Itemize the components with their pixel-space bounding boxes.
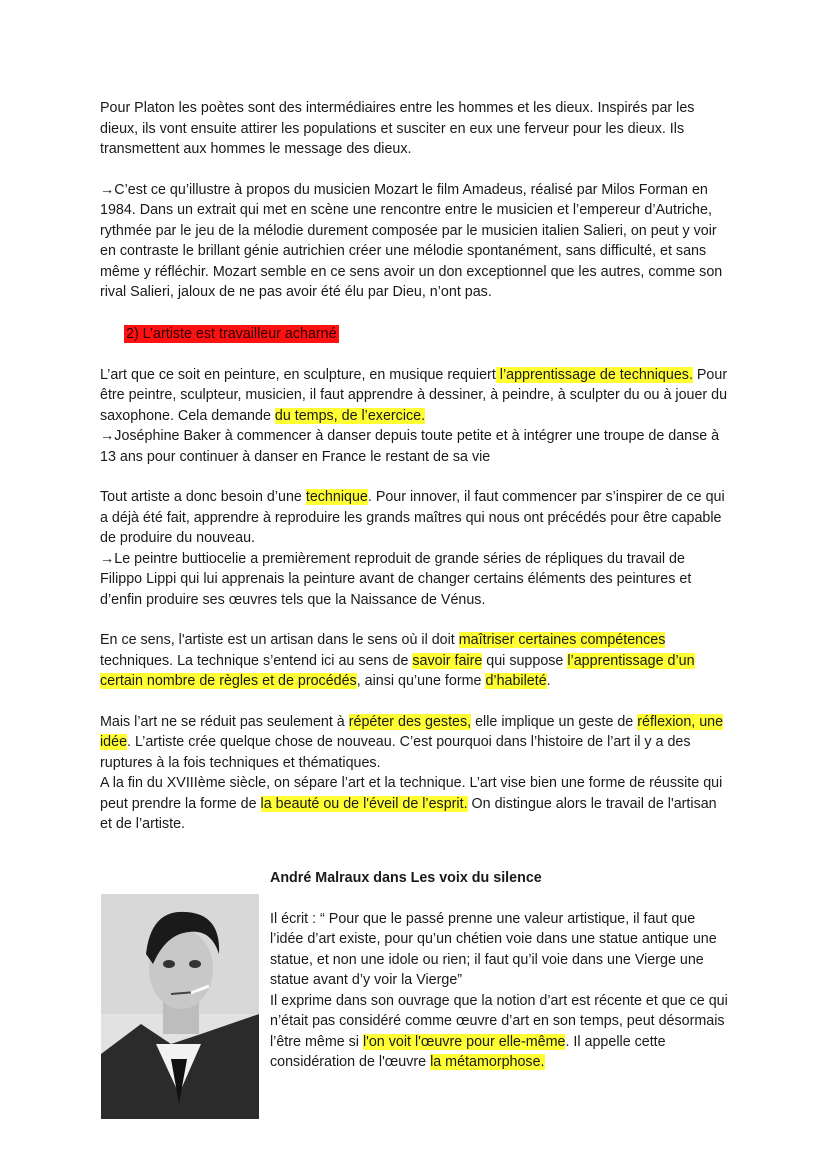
highlight: l’apprentissage de techniques. xyxy=(495,366,693,383)
document-body xyxy=(100,98,730,835)
highlight: savoir faire xyxy=(412,652,483,669)
paragraph-botticelli: →Le peintre buttiocelie a premièrement reproduit de grande séries de répliques du travail de Filippo Lippi qui lui apprenais la peinture avant de changer certains éléments des peintures et d’enfin produire ses œuvres tels que la Naissance de Vénus. xyxy=(100,550,692,608)
highlight: réflexion, une idée xyxy=(100,713,724,750)
paragraph-platon: Pour Platon les poètes sont des intermédiaires entre les hommes et les dieux. Inspirés par les dieux, ils vont ensuite attirer les populations et susciter en eux une ferveur pour les dieux. Ils transmettent aux hommes le message des dieux. xyxy=(100,100,695,157)
paragraph-technique: Tout artiste a donc besoin d’une technique. Pour innover, il faut commencer par s’inspirer de ce qui a déjà été fait, apprendre à reproduire les grands maîtres qui nous ont précédés pour être capable de produire du nouveau. xyxy=(100,489,725,546)
highlight: technique xyxy=(305,489,368,505)
paragraph-reflexion: Mais l’art ne se réduit pas seulement à répéter des gestes, elle implique un geste de réflexion, une idée. L’artiste crée quelque chose de nouveau. C’est pourquoi dans l’histoire de l’art il y a des ruptures à la fois techniques et thématiques. xyxy=(100,713,724,771)
highlight: l’apprentissage d’un certain nombre de règles et de procédés xyxy=(100,652,695,689)
highlight: répéter des gestes, xyxy=(348,713,472,730)
paragraph-art-techniques: L’art que ce soit en peinture, en sculpture, en musique requiert l’apprentissage de techniques. Pour être peintre, sculpteur, musicien, il faut apprendre à dessiner, à peindre, à sculpter du ou à jouer du saxophone. Cela demande du temps, de l’exercice. xyxy=(100,366,728,424)
malraux-quote: Il écrit : “ Pour que le passé prenne une valeur artistique, il faut que l’idée d’art existe, pour qu’un chétien voie dans une statue antique une statue, et non une idole ou rien; il faut qu’il voie dans une Vierge une statue avant d’y voir la Vierge” xyxy=(270,910,717,988)
malraux-title: André Malraux dans Les voix du silence xyxy=(270,870,542,886)
highlight: d’habileté xyxy=(485,673,547,689)
paragraph-xviii: A la fin du XVIIIème siècle, on sépare l’art et la technique. L’art vise bien une forme de réussite qui peut prendre la forme de la beauté ou de l'éveil de l’esprit. On distingue alors le travail de l'artisan et de l’artiste. xyxy=(100,775,723,832)
section-heading: 2) L’artiste est travailleur acharné xyxy=(126,325,337,342)
malraux-portrait-photo xyxy=(101,894,259,1119)
highlight: la métamorphose. xyxy=(430,1054,545,1070)
paragraph-mozart: →C’est ce qu’illustre à propos du musicien Mozart le film Amadeus, réalisé par Milos Forman en 1984. Dans un extrait qui met en scène une rencontre entre le musicien et l’empereur d’Autriche, rythmée par le jeu de la mélodie durement composée par le musicien italien Salieri, on peut y voir en contraste le brillant génie autrichien créer une mélodie spontanément, sans difficulté, et sans même y réfléchir. Mozart semble en ce sens avoir un don exceptionnel que les autres, comme son rival Salieri, jaloux de ne pas avoir été élu par Dieu, n’ont pas. xyxy=(100,181,723,300)
highlight: l'on voit l'œuvre pour elle-même xyxy=(362,1033,566,1050)
malraux-explanation: Il exprime dans son ouvrage que la notion d’art est récente et que ce qui n’était pas considéré comme œuvre d’art en son temps, peut désormais l’être même si l'on voit l'œuvre pour elle-même. Il appelle cette considération de l'œuvre la métamorphose. xyxy=(270,992,728,1070)
highlight: la beauté ou de l'éveil de l’esprit. xyxy=(260,795,468,812)
malraux-text-column xyxy=(270,868,732,1073)
paragraph-baker: →Joséphine Baker à commencer à danser depuis toute petite et à intégrer une troupe de danse à 13 ans pour continuer à danser en France le restant de sa vie xyxy=(100,428,720,465)
highlight: du temps, de l’exercice. xyxy=(274,407,426,424)
highlight: maîtriser certaines compétences xyxy=(458,632,666,648)
paragraph-artisan: En ce sens, l'artiste est un artisan dans le sens où il doit maîtriser certaines compétences techniques. La technique s’entend ici au sens de savoir faire qui suppose l’apprentissage d’un certain nombre de règles et de procédés, ainsi qu’une forme d’habileté. xyxy=(100,632,695,689)
